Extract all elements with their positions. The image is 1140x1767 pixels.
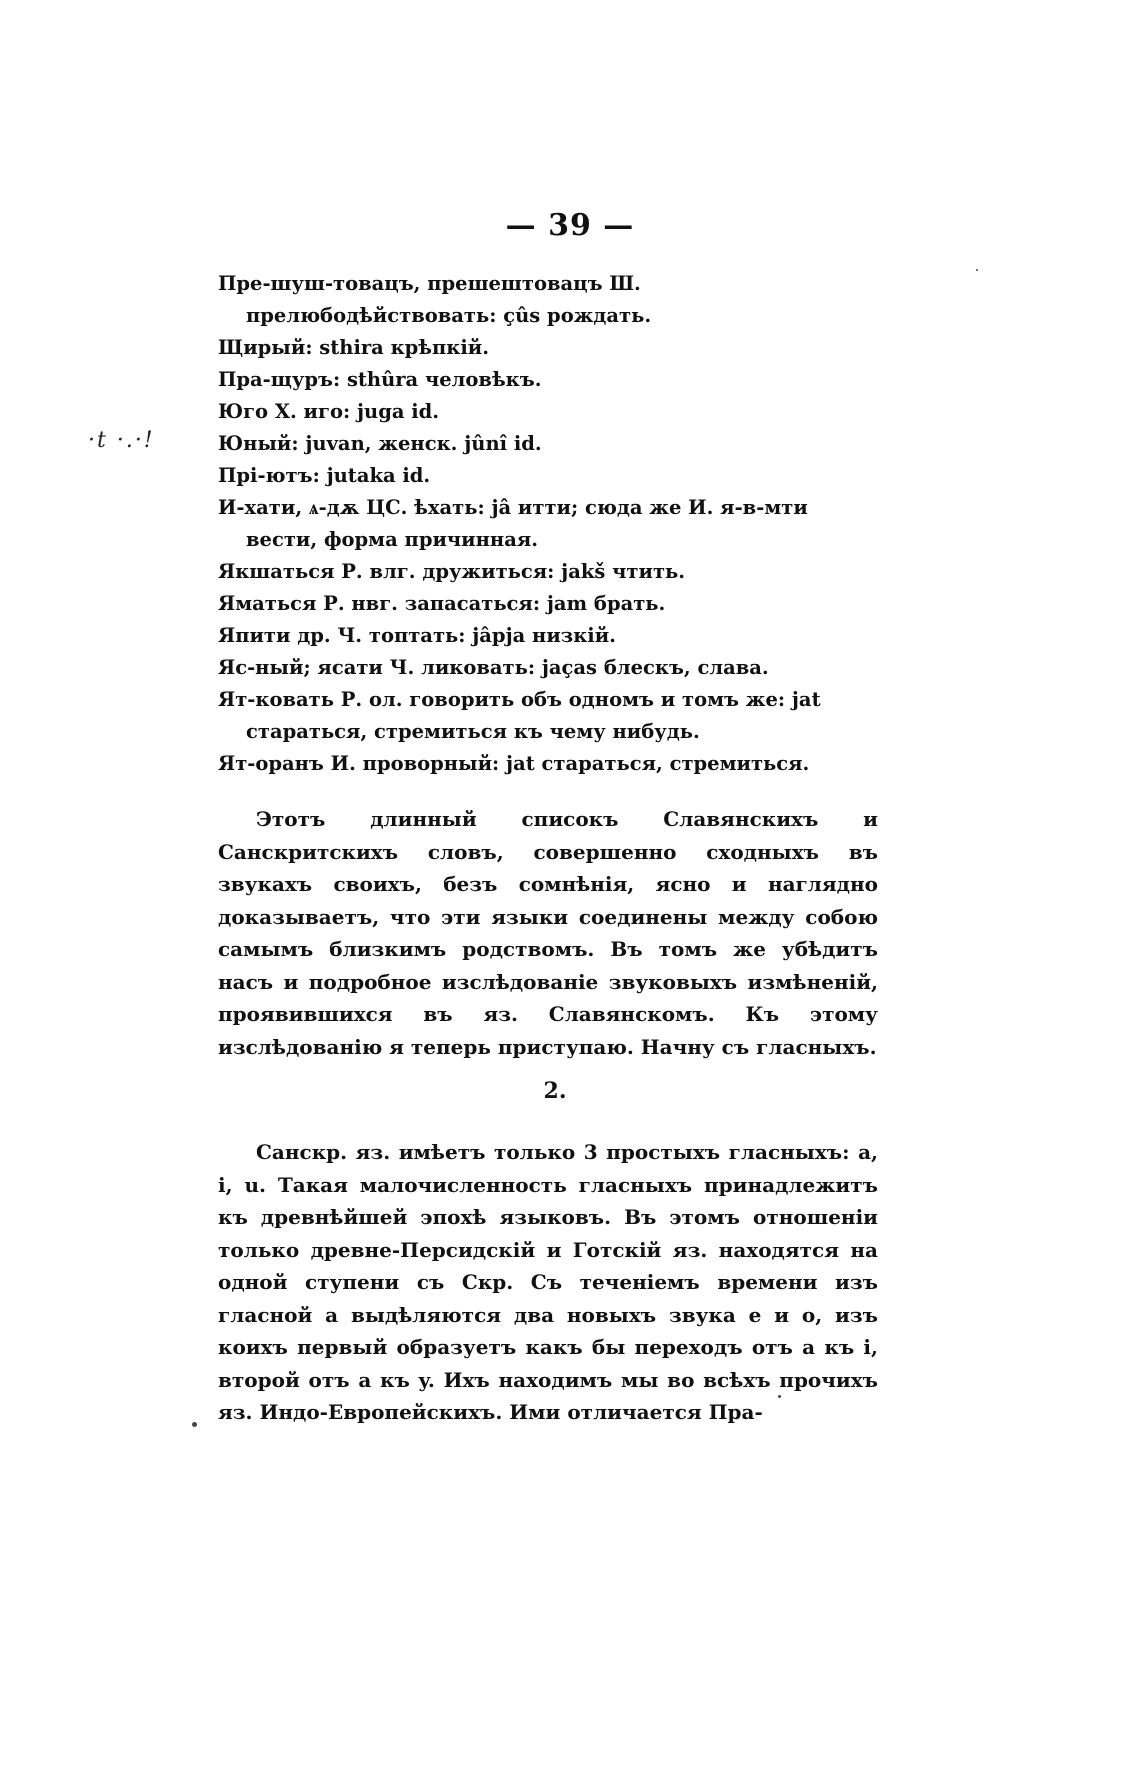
ink-speck [778,1395,781,1398]
word-entry: Якшаться Р. влг. дружиться: jakš чтить. [218,560,686,583]
word-list [218,268,878,780]
word-entry: Япити др. Ч. топтать: jâpja низкій. [218,624,616,647]
word-entry: Ят-оранъ И. проворный: jat стараться, стремиться. [218,752,810,775]
word-entry: Яс-ный; ясати Ч. ликовать: jaças блескъ, слава. [218,656,769,679]
word-entry: Юный: juvan, женск. jûnî id. [218,432,542,455]
body-paragraph: Этотъ длинный списокъ Славянскихъ и Санскритскихъ словъ, совершенно сходныхъ въ звукахъ своихъ, безъ сомнѣнія, ясно и наглядно доказываетъ, что эти языки соединены между собою самымъ близкимъ родствомъ. Въ томъ же убѣдитъ насъ и подробное изслѣдованіе звуковыхъ измѣненій, проявившихся въ яз. Славянскомъ. Къ этому изслѣдованію я теперь приступаю. Начну съ гласныхъ. [218,807,878,1059]
word-entry: Юго Х. иго: juga id. [218,400,440,423]
word-entry: Пра-щуръ: sthûra человѣкъ. [218,368,542,391]
word-entry: Щирый: sthira крѣпкій. [218,336,490,359]
word-entry: Пре-шуш-товацъ, прешештовацъ Ш. прелюбодѣйствовать: çûs рождать. [218,272,652,327]
word-entry: И-хати, ѧ-дѫ ЦС. ѣхать: jâ итти; сюда же И. я-в-мти вести, форма причинная. [218,496,808,551]
body-paragraph: Санскр. яз. имѣетъ только 3 простыхъ гласныхъ: a, i, u. Такая малочисленность гласныхъ принадлежитъ къ древнѣйшей эпохѣ языковъ. Въ этомъ отношеніи только древне-Персидскій и Готскій яз. находятся на одной ступени съ Скр. Съ теченіемъ времени изъ гласной a выдѣляются два новыхъ звука e и o, изъ коихъ первый образуетъ какъ бы переходъ отъ a къ i, второй отъ a къ y. Ихъ находимъ мы во всѣхъ прочихъ яз. Индо-Европейскихъ. Ими отличается Пра- [218,1140,878,1424]
margin-annotation: ·t ·.·! [88,428,155,453]
word-entry: Прі-ютъ: jutaka id. [218,464,431,487]
word-entry: Ят-ковать Р. ол. говорить объ одномъ и томъ же: jat стараться, стремиться къ чему нибудь. [218,688,821,743]
ink-speck [976,269,978,271]
ink-speck [192,1422,197,1427]
page-number: — 39 — [505,208,635,243]
word-entry: Яматься Р. нвг. запасаться: jam брать. [218,592,666,615]
section-number: 2. [543,1078,567,1104]
